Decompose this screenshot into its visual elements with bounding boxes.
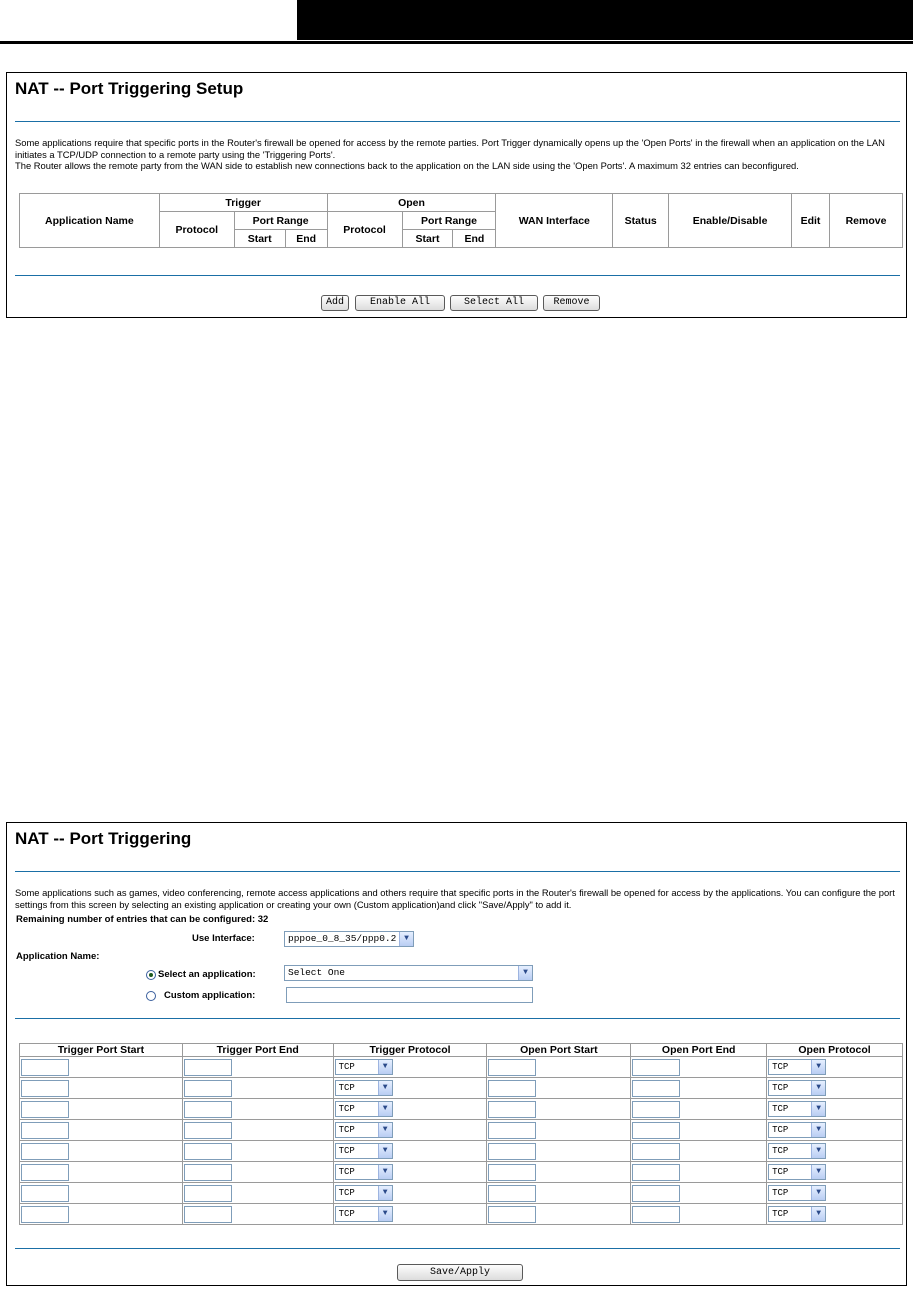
table-cell	[487, 1204, 631, 1225]
open-port-end-input[interactable]	[632, 1059, 680, 1076]
select-application-select[interactable]	[284, 965, 533, 981]
col-application-name: Application Name	[20, 194, 160, 248]
col-status: Status	[613, 194, 669, 248]
table-cell	[767, 1057, 903, 1078]
chevron-down-icon: ▼	[811, 1060, 825, 1074]
protocol-value: TCP	[772, 1188, 789, 1198]
trigger-protocol-select[interactable]	[335, 1059, 393, 1075]
table-cell	[182, 1204, 333, 1225]
protocol-value: TCP	[338, 1209, 355, 1219]
page-header-bar	[297, 0, 913, 40]
table-cell	[20, 1183, 183, 1204]
col-edit: Edit	[792, 194, 830, 248]
open-port-end-input[interactable]	[632, 1185, 680, 1202]
open-protocol-select[interactable]	[768, 1122, 826, 1138]
chevron-down-icon: ▼	[811, 1186, 825, 1200]
table-row	[20, 1183, 903, 1204]
protocol-value: TCP	[772, 1209, 789, 1219]
table-cell	[333, 1120, 487, 1141]
chevron-down-icon: ▼	[378, 1081, 392, 1095]
table-row	[20, 1120, 903, 1141]
trigger-protocol-select[interactable]	[335, 1164, 393, 1180]
trigger-port-end-input[interactable]	[184, 1122, 232, 1139]
chevron-down-icon: ▼	[378, 1060, 392, 1074]
description	[15, 137, 898, 172]
chevron-down-icon: ▼	[811, 1123, 825, 1137]
open-port-start-input[interactable]	[488, 1080, 536, 1097]
table-cell	[631, 1078, 767, 1099]
table-cell	[767, 1141, 903, 1162]
table-cell	[487, 1141, 631, 1162]
table-row	[20, 1204, 903, 1225]
col-open-end: End	[453, 230, 496, 248]
custom-application-label: Custom application:	[164, 990, 256, 1001]
divider	[15, 1018, 900, 1019]
protocol-value: TCP	[772, 1125, 789, 1135]
open-port-end-input[interactable]	[632, 1164, 680, 1181]
chevron-down-icon: ▼	[378, 1123, 392, 1137]
protocol-value: TCP	[772, 1167, 789, 1177]
open-protocol-select[interactable]	[768, 1080, 826, 1096]
table-cell	[182, 1183, 333, 1204]
table-cell	[333, 1183, 487, 1204]
add-button[interactable]: Add	[321, 295, 349, 311]
table-cell	[333, 1141, 487, 1162]
chevron-down-icon: ▼	[811, 1081, 825, 1095]
trigger-protocol-select[interactable]	[335, 1143, 393, 1159]
table-cell	[333, 1162, 487, 1183]
chevron-down-icon: ▼	[811, 1165, 825, 1179]
trigger-port-end-input[interactable]	[184, 1164, 232, 1181]
table-cell	[767, 1204, 903, 1225]
table-cell	[20, 1099, 183, 1120]
radio-selected-dot	[149, 973, 153, 977]
table-cell	[767, 1162, 903, 1183]
open-port-end-input[interactable]	[632, 1101, 680, 1118]
open-protocol-select[interactable]	[768, 1101, 826, 1117]
chevron-down-icon: ▼	[378, 1186, 392, 1200]
protocol-value: TCP	[772, 1062, 789, 1072]
open-port-end-input[interactable]	[632, 1080, 680, 1097]
use-interface-select[interactable]	[284, 931, 414, 947]
open-port-start-input[interactable]	[488, 1143, 536, 1160]
select-application-radio[interactable]	[146, 970, 156, 980]
table-row	[20, 1078, 903, 1099]
open-protocol-select[interactable]	[768, 1206, 826, 1222]
protocol-value: TCP	[338, 1167, 355, 1177]
trigger-port-start-input[interactable]	[21, 1101, 69, 1118]
table-cell	[333, 1078, 487, 1099]
open-protocol-select[interactable]	[768, 1059, 826, 1075]
trigger-protocol-select[interactable]	[335, 1080, 393, 1096]
table-cell	[631, 1162, 767, 1183]
trigger-port-start-input[interactable]	[21, 1080, 69, 1097]
table-cell	[631, 1141, 767, 1162]
custom-application-radio[interactable]	[146, 991, 156, 1001]
open-port-start-input[interactable]	[488, 1164, 536, 1181]
table-cell	[767, 1120, 903, 1141]
trigger-port-end-input[interactable]	[184, 1185, 232, 1202]
table-cell	[333, 1057, 487, 1078]
trigger-protocol-select[interactable]	[335, 1122, 393, 1138]
port-triggering-panel	[6, 822, 907, 1286]
divider	[15, 121, 900, 122]
table-cell	[487, 1057, 631, 1078]
table-cell	[767, 1099, 903, 1120]
col-trigger-start: Start	[234, 230, 285, 248]
table-cell	[767, 1183, 903, 1204]
port-triggering-setup-panel	[6, 72, 907, 318]
chevron-down-icon: ▼	[811, 1102, 825, 1116]
chevron-down-icon: ▼	[378, 1102, 392, 1116]
save-apply-button[interactable]: Save/Apply	[397, 1264, 523, 1281]
description-line: The Router allows the remote party from the WAN side to establish new connections back to the application on the LAN side using the 'Open Ports'. A maximum 32 entries can beconfigured.	[15, 160, 799, 172]
open-port-end-input[interactable]	[632, 1206, 680, 1223]
chevron-down-icon: ▼	[378, 1207, 392, 1221]
open-port-start-input[interactable]	[488, 1206, 536, 1223]
col-trigger-port-range: Port Range	[234, 212, 327, 230]
col-open-port-end: Open Port End	[631, 1044, 767, 1057]
table-cell	[487, 1120, 631, 1141]
entry-rows	[20, 1057, 903, 1225]
table-cell	[20, 1204, 183, 1225]
table-cell	[487, 1099, 631, 1120]
trigger-port-end-input[interactable]	[184, 1080, 232, 1097]
trigger-port-start-input[interactable]	[21, 1059, 69, 1076]
table-cell	[182, 1078, 333, 1099]
table-row	[20, 1162, 903, 1183]
chevron-down-icon: ▼	[811, 1144, 825, 1158]
protocol-value: TCP	[338, 1062, 355, 1072]
col-trigger-port-start: Trigger Port Start	[20, 1044, 183, 1057]
protocol-value: TCP	[338, 1146, 355, 1156]
table-row	[20, 1141, 903, 1162]
open-port-start-input[interactable]	[488, 1059, 536, 1076]
divider	[15, 275, 900, 276]
description-line: Some applications require that specific ports in the Router's firewall be opened for access by the remote parties. Port Trigger dynamically opens up the 'Open Ports' in the firewall when an application on the LAN initiates a TCP/UDP connection to a remote party using the 'Triggering Ports'.	[15, 137, 885, 160]
table-cell	[487, 1183, 631, 1204]
open-port-end-input[interactable]	[632, 1122, 680, 1139]
col-trigger-port-end: Trigger Port End	[182, 1044, 333, 1057]
table-cell	[182, 1141, 333, 1162]
port-trigger-entries-table	[19, 1043, 903, 1225]
select-all-button[interactable]: Select All	[450, 295, 538, 311]
chevron-down-icon: ▼	[378, 1165, 392, 1179]
remove-button[interactable]: Remove	[543, 295, 600, 311]
trigger-port-end-input[interactable]	[184, 1206, 232, 1223]
trigger-protocol-select[interactable]	[335, 1101, 393, 1117]
col-trigger-protocol: Protocol	[159, 212, 234, 248]
divider	[15, 1248, 900, 1249]
table-cell	[333, 1204, 487, 1225]
use-interface-label: Use Interface:	[192, 933, 255, 944]
protocol-value: TCP	[338, 1125, 355, 1135]
protocol-value: TCP	[338, 1083, 355, 1093]
trigger-port-start-input[interactable]	[21, 1122, 69, 1139]
open-port-start-input[interactable]	[488, 1122, 536, 1139]
open-protocol-select[interactable]	[768, 1164, 826, 1180]
table-cell	[767, 1078, 903, 1099]
protocol-value: TCP	[772, 1104, 789, 1114]
table-cell	[631, 1183, 767, 1204]
divider	[15, 871, 900, 872]
open-port-start-input[interactable]	[488, 1101, 536, 1118]
table-cell	[182, 1120, 333, 1141]
open-protocol-select[interactable]	[768, 1143, 826, 1159]
table-cell	[631, 1120, 767, 1141]
port-trigger-table	[19, 193, 903, 248]
col-open: Open	[327, 194, 496, 212]
trigger-port-end-input[interactable]	[184, 1143, 232, 1160]
description: Some applications such as games, video conferencing, remote access applications and others require that specific ports in the Router's firewall be opened for access by the applications. You can configure the port settings from this screen by selecting an existing application or creating your own (Custom application)and click "Save/Apply" to add it.	[15, 887, 895, 910]
use-interface-value: pppoe_0_8_35/ppp0.2	[288, 933, 397, 944]
enable-all-button[interactable]: Enable All	[355, 295, 445, 311]
open-port-end-input[interactable]	[632, 1143, 680, 1160]
protocol-value: TCP	[772, 1083, 789, 1093]
trigger-port-start-input[interactable]	[21, 1164, 69, 1181]
table-cell	[20, 1162, 183, 1183]
table-cell	[631, 1204, 767, 1225]
remaining-entries: Remaining number of entries that can be configured: 32	[16, 914, 269, 925]
protocol-value: TCP	[338, 1104, 355, 1114]
custom-application-input[interactable]	[286, 987, 533, 1003]
chevron-down-icon: ▼	[811, 1207, 825, 1221]
col-open-start: Start	[402, 230, 453, 248]
chevron-down-icon: ▼	[518, 966, 532, 980]
open-protocol-select[interactable]	[768, 1185, 826, 1201]
trigger-protocol-select[interactable]	[335, 1206, 393, 1222]
table-cell	[20, 1057, 183, 1078]
trigger-port-end-input[interactable]	[184, 1101, 232, 1118]
table-row	[20, 1057, 903, 1078]
chevron-down-icon: ▼	[378, 1144, 392, 1158]
col-open-port-start: Open Port Start	[487, 1044, 631, 1057]
table-cell	[182, 1057, 333, 1078]
table-cell	[182, 1162, 333, 1183]
col-trigger-protocol: Trigger Protocol	[333, 1044, 487, 1057]
col-open-port-range: Port Range	[402, 212, 496, 230]
page-title: NAT -- Port Triggering	[15, 829, 192, 848]
table-row	[20, 1099, 903, 1120]
table-cell	[182, 1099, 333, 1120]
col-open-protocol: Protocol	[327, 212, 402, 248]
col-open-protocol: Open Protocol	[767, 1044, 903, 1057]
table-cell	[20, 1078, 183, 1099]
table-cell	[631, 1099, 767, 1120]
trigger-port-start-input[interactable]	[21, 1206, 69, 1223]
trigger-port-start-input[interactable]	[21, 1185, 69, 1202]
col-wan-interface: WAN Interface	[496, 194, 613, 248]
col-trigger: Trigger	[159, 194, 327, 212]
table-cell	[333, 1099, 487, 1120]
trigger-port-end-input[interactable]	[184, 1059, 232, 1076]
application-name-label: Application Name:	[16, 951, 100, 962]
col-trigger-end: End	[285, 230, 327, 248]
chevron-down-icon: ▼	[399, 932, 413, 946]
table-cell	[20, 1120, 183, 1141]
table-cell	[487, 1078, 631, 1099]
col-enable-disable: Enable/Disable	[669, 194, 792, 248]
select-application-label: Select an application:	[158, 969, 256, 980]
table-cell	[631, 1057, 767, 1078]
trigger-protocol-select[interactable]	[335, 1185, 393, 1201]
protocol-value: TCP	[338, 1188, 355, 1198]
table-cell	[20, 1141, 183, 1162]
page-header-rule	[0, 41, 913, 44]
table-cell	[487, 1162, 631, 1183]
page-title: NAT -- Port Triggering Setup	[15, 79, 244, 98]
select-application-value: Select One	[288, 967, 346, 978]
trigger-port-start-input[interactable]	[21, 1143, 69, 1160]
open-port-start-input[interactable]	[488, 1185, 536, 1202]
protocol-value: TCP	[772, 1146, 789, 1156]
col-remove: Remove	[829, 194, 902, 248]
